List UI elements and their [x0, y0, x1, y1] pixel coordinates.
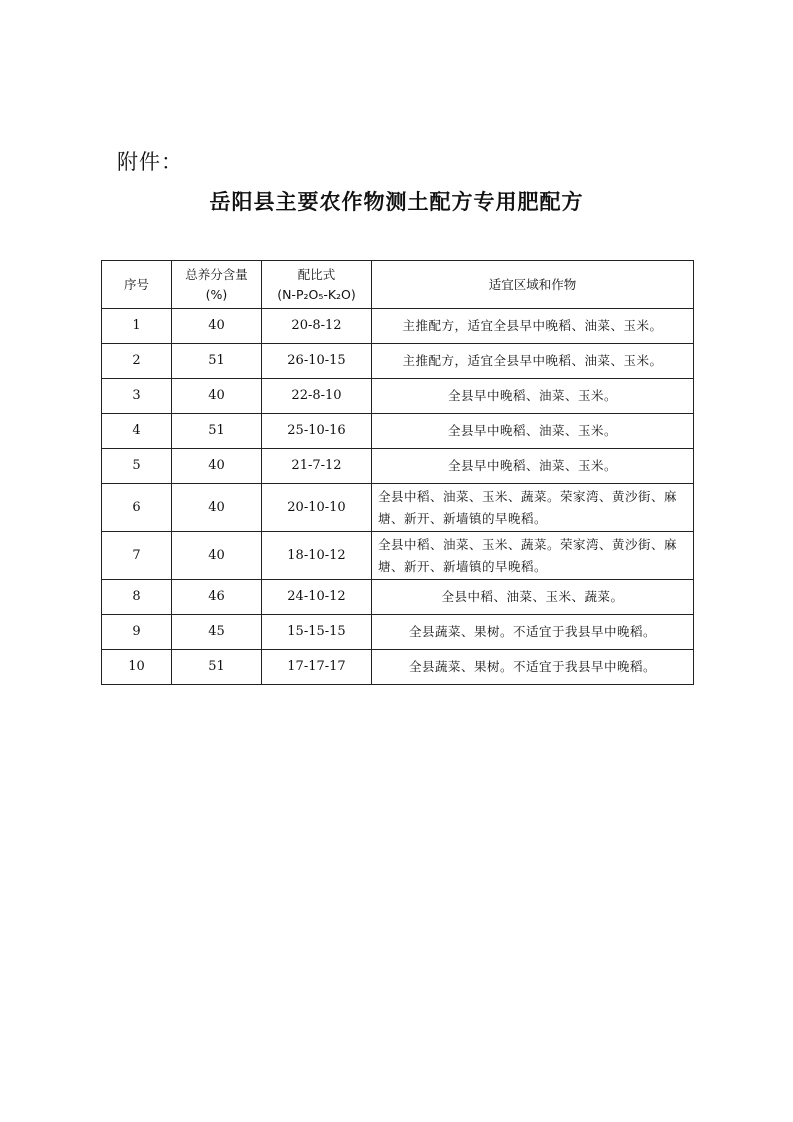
cell-nutrient: 51: [172, 650, 262, 685]
cell-area: 全县早中晚稻、油菜、玉米。: [372, 449, 694, 484]
cell-nutrient: 40: [172, 484, 262, 532]
cell-ratio: 20-10-10: [262, 484, 372, 532]
header-nutrient: [172, 261, 262, 309]
cell-ratio: 21-7-12: [262, 449, 372, 484]
cell-nutrient: 40: [172, 532, 262, 580]
cell-nutrient: 46: [172, 580, 262, 615]
cell-area: 主推配方，适宜全县早中晚稻、油菜、玉米。: [372, 344, 694, 379]
table-row: [102, 449, 694, 484]
cell-no: 9: [102, 615, 172, 650]
cell-ratio: 15-15-15: [262, 615, 372, 650]
cell-ratio: 24-10-12: [262, 580, 372, 615]
cell-area: 主推配方，适宜全县早中晚稻、油菜、玉米。: [372, 309, 694, 344]
cell-area: 全县中稻、油菜、玉米、蔬菜。: [372, 580, 694, 615]
cell-nutrient: 40: [172, 449, 262, 484]
header-ratio: [262, 261, 372, 309]
cell-area: 全县蔬菜、果树。不适宜于我县早中晚稻。: [372, 650, 694, 685]
header-area: 适宜区域和作物: [372, 261, 694, 309]
cell-no: 2: [102, 344, 172, 379]
cell-no: 7: [102, 532, 172, 580]
cell-nutrient: 51: [172, 414, 262, 449]
table-row: [102, 484, 694, 532]
cell-area: 全县早中晚稻、油菜、玉米。: [372, 379, 694, 414]
cell-no: 4: [102, 414, 172, 449]
document-title: 岳阳县主要农作物测土配方专用肥配方: [209, 190, 584, 214]
table-row: [102, 379, 694, 414]
attachment-label: 附件：: [117, 150, 183, 174]
header-ratio-line1: 配比式: [297, 266, 336, 282]
cell-ratio: 25-10-16: [262, 414, 372, 449]
table-row: [102, 650, 694, 685]
header-nutrient-line2: (%): [205, 286, 228, 302]
fertilizer-formula-table: [101, 260, 694, 685]
cell-area: 全县早中晚稻、油菜、玉米。: [372, 414, 694, 449]
cell-no: 6: [102, 484, 172, 532]
cell-nutrient: 40: [172, 309, 262, 344]
cell-ratio: 18-10-12: [262, 532, 372, 580]
cell-area: 全县蔬菜、果树。不适宜于我县早中晚稻。: [372, 615, 694, 650]
cell-nutrient: 51: [172, 344, 262, 379]
cell-area: 全县中稻、油菜、玉米、蔬菜。荣家湾、黄沙街、麻塘、新开、新墙镇的早晚稻。: [372, 532, 694, 580]
cell-nutrient: 45: [172, 615, 262, 650]
cell-nutrient: 40: [172, 379, 262, 414]
cell-ratio: 17-17-17: [262, 650, 372, 685]
table-row: [102, 532, 694, 580]
table-header-row: [102, 261, 694, 309]
cell-no: 1: [102, 309, 172, 344]
table-row: [102, 580, 694, 615]
cell-no: 3: [102, 379, 172, 414]
table-row: [102, 615, 694, 650]
table-row: [102, 309, 694, 344]
cell-ratio: 26-10-15: [262, 344, 372, 379]
cell-no: 8: [102, 580, 172, 615]
table-row: [102, 414, 694, 449]
header-ratio-line2: (N-P₂O₅-K₂O): [277, 286, 356, 302]
cell-ratio: 22-8-10: [262, 379, 372, 414]
header-no: 序号: [102, 261, 172, 309]
cell-ratio: 20-8-12: [262, 309, 372, 344]
table-row: [102, 344, 694, 379]
cell-no: 10: [102, 650, 172, 685]
cell-area: 全县中稻、油菜、玉米、蔬菜。荣家湾、黄沙街、麻塘、新开、新墙镇的早晚稻。: [372, 484, 694, 532]
header-nutrient-line1: 总养分含量: [185, 266, 248, 282]
cell-no: 5: [102, 449, 172, 484]
